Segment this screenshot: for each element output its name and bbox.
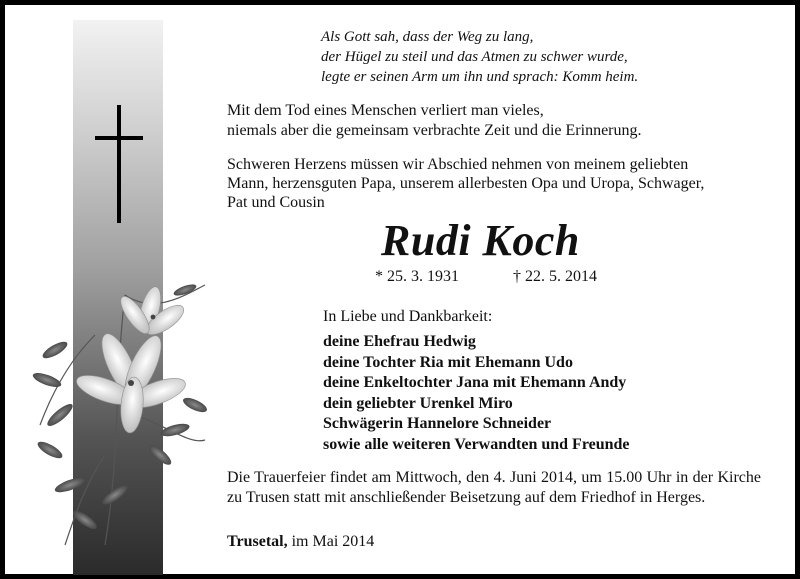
poem-line: legte er seinen Arm um ihn und sprach: Komm heim.: [321, 69, 639, 85]
mourner-item: deine Enkeltochter Jana mit Ehemann Andy: [323, 374, 627, 391]
mourner-item: deine Tochter Ria mit Ehemann Udo: [323, 353, 573, 371]
signoff-date: im Mai 2014: [287, 533, 375, 550]
farewell-paragraph: [227, 155, 772, 212]
lily-flowers-icon: [25, 255, 220, 555]
farewell-line: Schweren Herzens müssen wir Abschied nehmen von meinem geliebten: [227, 156, 689, 173]
mourner-item: Schwägerin Hannelore Schneider: [323, 415, 552, 432]
funeral-info: Die Trauerfeier findet am Mittwoch, den 4. Juni 2014, um 15.00 Uhr in der Kirche zu Trusen statt mit anschließender Beisetzung auf dem Friedhof in Herges.: [227, 469, 761, 506]
poem: [321, 27, 791, 87]
farewell-line: Mann, herzensguten Papa, unserem allerbesten Opa und Uropa, Schwager,: [227, 175, 705, 192]
mourners-list: [323, 332, 630, 455]
mourners-intro: In Liebe und Dankbarkeit:: [323, 308, 493, 325]
intro-line: Mit dem Tod eines Menschen verliert man vieles,: [227, 102, 544, 119]
signoff: [227, 533, 374, 551]
deceased-name: Rudi Koch: [381, 216, 580, 265]
death-date: † 22. 5. 2014: [513, 268, 597, 285]
signoff-place: Trusetal,: [227, 533, 288, 550]
cross-icon: [95, 105, 143, 223]
poem-line: Als Gott sah, dass der Weg zu lang,: [321, 29, 534, 45]
intro-line: niemals aber die gemeinsam verbrachte Zeit und die Erinnerung.: [227, 122, 642, 139]
poem-line: der Hügel zu steil und das Atmen zu schwer wurde,: [321, 49, 628, 65]
intro-paragraph: [227, 101, 767, 141]
mourner-item: dein geliebter Urenkel Miro: [323, 394, 513, 412]
mourner-item: sowie alle weiteren Verwandten und Freunde: [323, 435, 630, 453]
farewell-line: Pat und Cousin: [227, 194, 325, 211]
mourner-item: deine Ehefrau Hedwig: [323, 333, 476, 350]
birth-date: * 25. 3. 1931: [375, 268, 459, 285]
